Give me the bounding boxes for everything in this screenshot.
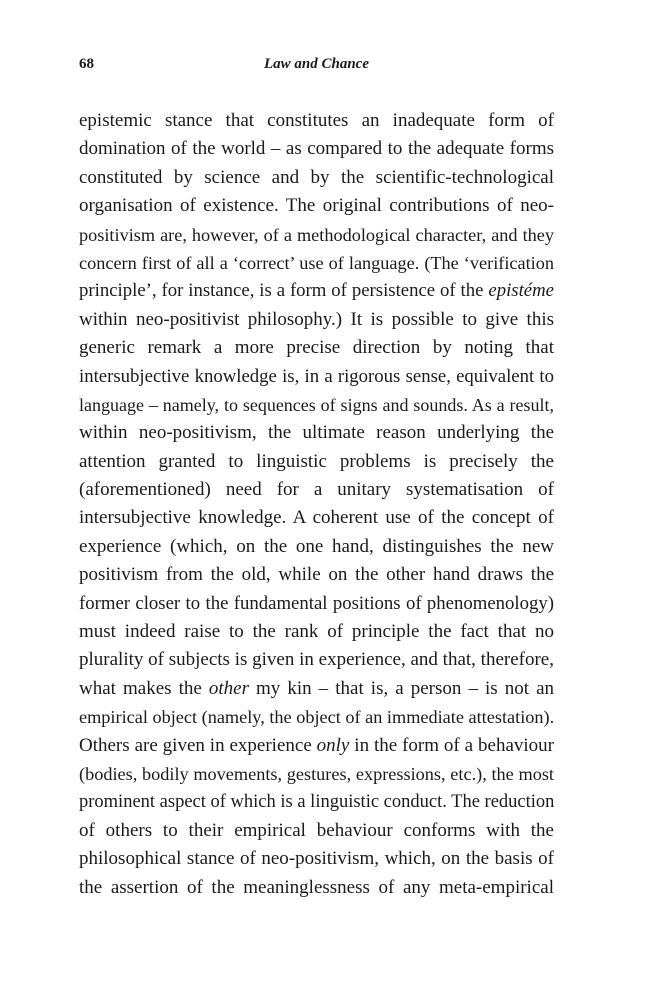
text-segment: (bodies, bodily movements, gestures, expressions, etc.), the most bbox=[79, 763, 554, 784]
text-segment: attention granted to linguistic problems is precisely the bbox=[79, 450, 554, 472]
text-segment: must indeed raise to the rank of principle the fact that no bbox=[79, 621, 554, 643]
text-segment: intersubjective knowledge. A coherent use of the concept of bbox=[79, 507, 554, 529]
text-line bbox=[79, 817, 554, 845]
text-line bbox=[79, 135, 554, 163]
text-segment: Others are given in experience bbox=[79, 734, 317, 756]
text-line bbox=[79, 363, 554, 391]
text-segment: epistemic stance that constitutes an inadequate form of bbox=[79, 110, 554, 131]
running-title: Law and Chance bbox=[263, 56, 369, 72]
text-segment: generic remark a more precise direction by noting that bbox=[79, 337, 554, 359]
text-line bbox=[79, 306, 554, 334]
text-line bbox=[79, 845, 554, 873]
text-line bbox=[79, 448, 554, 476]
text-segment: empirical object (namely, the object of an immediate attestation). bbox=[79, 707, 555, 728]
text-segment: language – namely, to sequences of signs and sounds. As a result, bbox=[79, 394, 554, 415]
text-line bbox=[79, 590, 554, 618]
text-segment: within neo-positivism, the ultimate reason underlying the bbox=[79, 422, 554, 444]
text-line bbox=[79, 277, 554, 305]
text-line bbox=[79, 192, 554, 220]
text-segment: (aforementioned) need for a unitary systematisation of bbox=[79, 479, 554, 501]
text-segment: constituted by science and by the scientific-technological bbox=[79, 166, 554, 188]
text-segment: domination of the world – as compared to the adequate forms bbox=[79, 138, 554, 160]
text-line bbox=[79, 107, 554, 135]
body-text bbox=[79, 107, 554, 902]
text-segment: plurality of subjects is given in experience, and that, therefore, bbox=[79, 649, 554, 671]
text-segment: positivism from the old, while on the other hand draws the bbox=[79, 564, 554, 586]
text-line bbox=[79, 675, 554, 703]
text-line bbox=[79, 732, 554, 760]
text-line bbox=[79, 249, 554, 277]
text-line bbox=[79, 476, 554, 504]
text-segment: of others to their empirical behaviour conforms with the bbox=[79, 819, 554, 841]
text-segment: what makes the bbox=[79, 677, 209, 699]
running-header bbox=[79, 56, 554, 78]
text-line bbox=[79, 561, 554, 589]
text-segment: concern first of all a ‘correct’ use of language. (The ‘verification bbox=[79, 252, 554, 273]
text-line bbox=[79, 533, 554, 561]
text-line bbox=[79, 504, 554, 532]
text-segment: philosophical stance of neo-positivism, which, on the basis of bbox=[79, 848, 554, 870]
text-segment: within neo-positivist philosophy.) It is possible to give this bbox=[79, 308, 554, 330]
italic-text: only bbox=[316, 734, 350, 756]
text-line bbox=[79, 646, 554, 674]
text-line bbox=[79, 760, 554, 788]
page-number: 68 bbox=[79, 56, 94, 72]
text-segment: positivism are, however, of a methodological character, and they bbox=[79, 224, 554, 245]
text-segment: intersubjective knowledge is, in a rigorous sense, equivalent to bbox=[79, 365, 554, 387]
text-line bbox=[79, 703, 554, 731]
text-line bbox=[79, 391, 554, 419]
text-line bbox=[79, 164, 554, 192]
text-segment: principle’, for instance, is a form of persistence of the bbox=[79, 280, 489, 302]
text-segment: the assertion of the meaninglessness of any meta-empirical bbox=[79, 876, 554, 898]
text-line bbox=[79, 788, 554, 816]
text-line bbox=[79, 419, 554, 447]
text-segment: experience (which, on the one hand, distinguishes the new bbox=[79, 535, 554, 557]
text-line bbox=[79, 334, 554, 362]
italic-text: epistéme bbox=[488, 280, 554, 302]
italic-text: other bbox=[208, 677, 249, 699]
text-line bbox=[79, 221, 554, 249]
text-line bbox=[79, 874, 554, 902]
text-segment: my kin – that is, a person – is not an bbox=[248, 677, 555, 699]
text-segment: prominent aspect of which is a linguistic conduct. The reduction bbox=[79, 792, 555, 813]
text-segment: former closer to the fundamental positions of phenomenology) bbox=[79, 592, 554, 614]
text-segment: organisation of existence. The original contributions of neo- bbox=[79, 195, 554, 217]
text-line bbox=[79, 618, 554, 646]
text-segment: in the form of a behaviour bbox=[349, 734, 554, 756]
